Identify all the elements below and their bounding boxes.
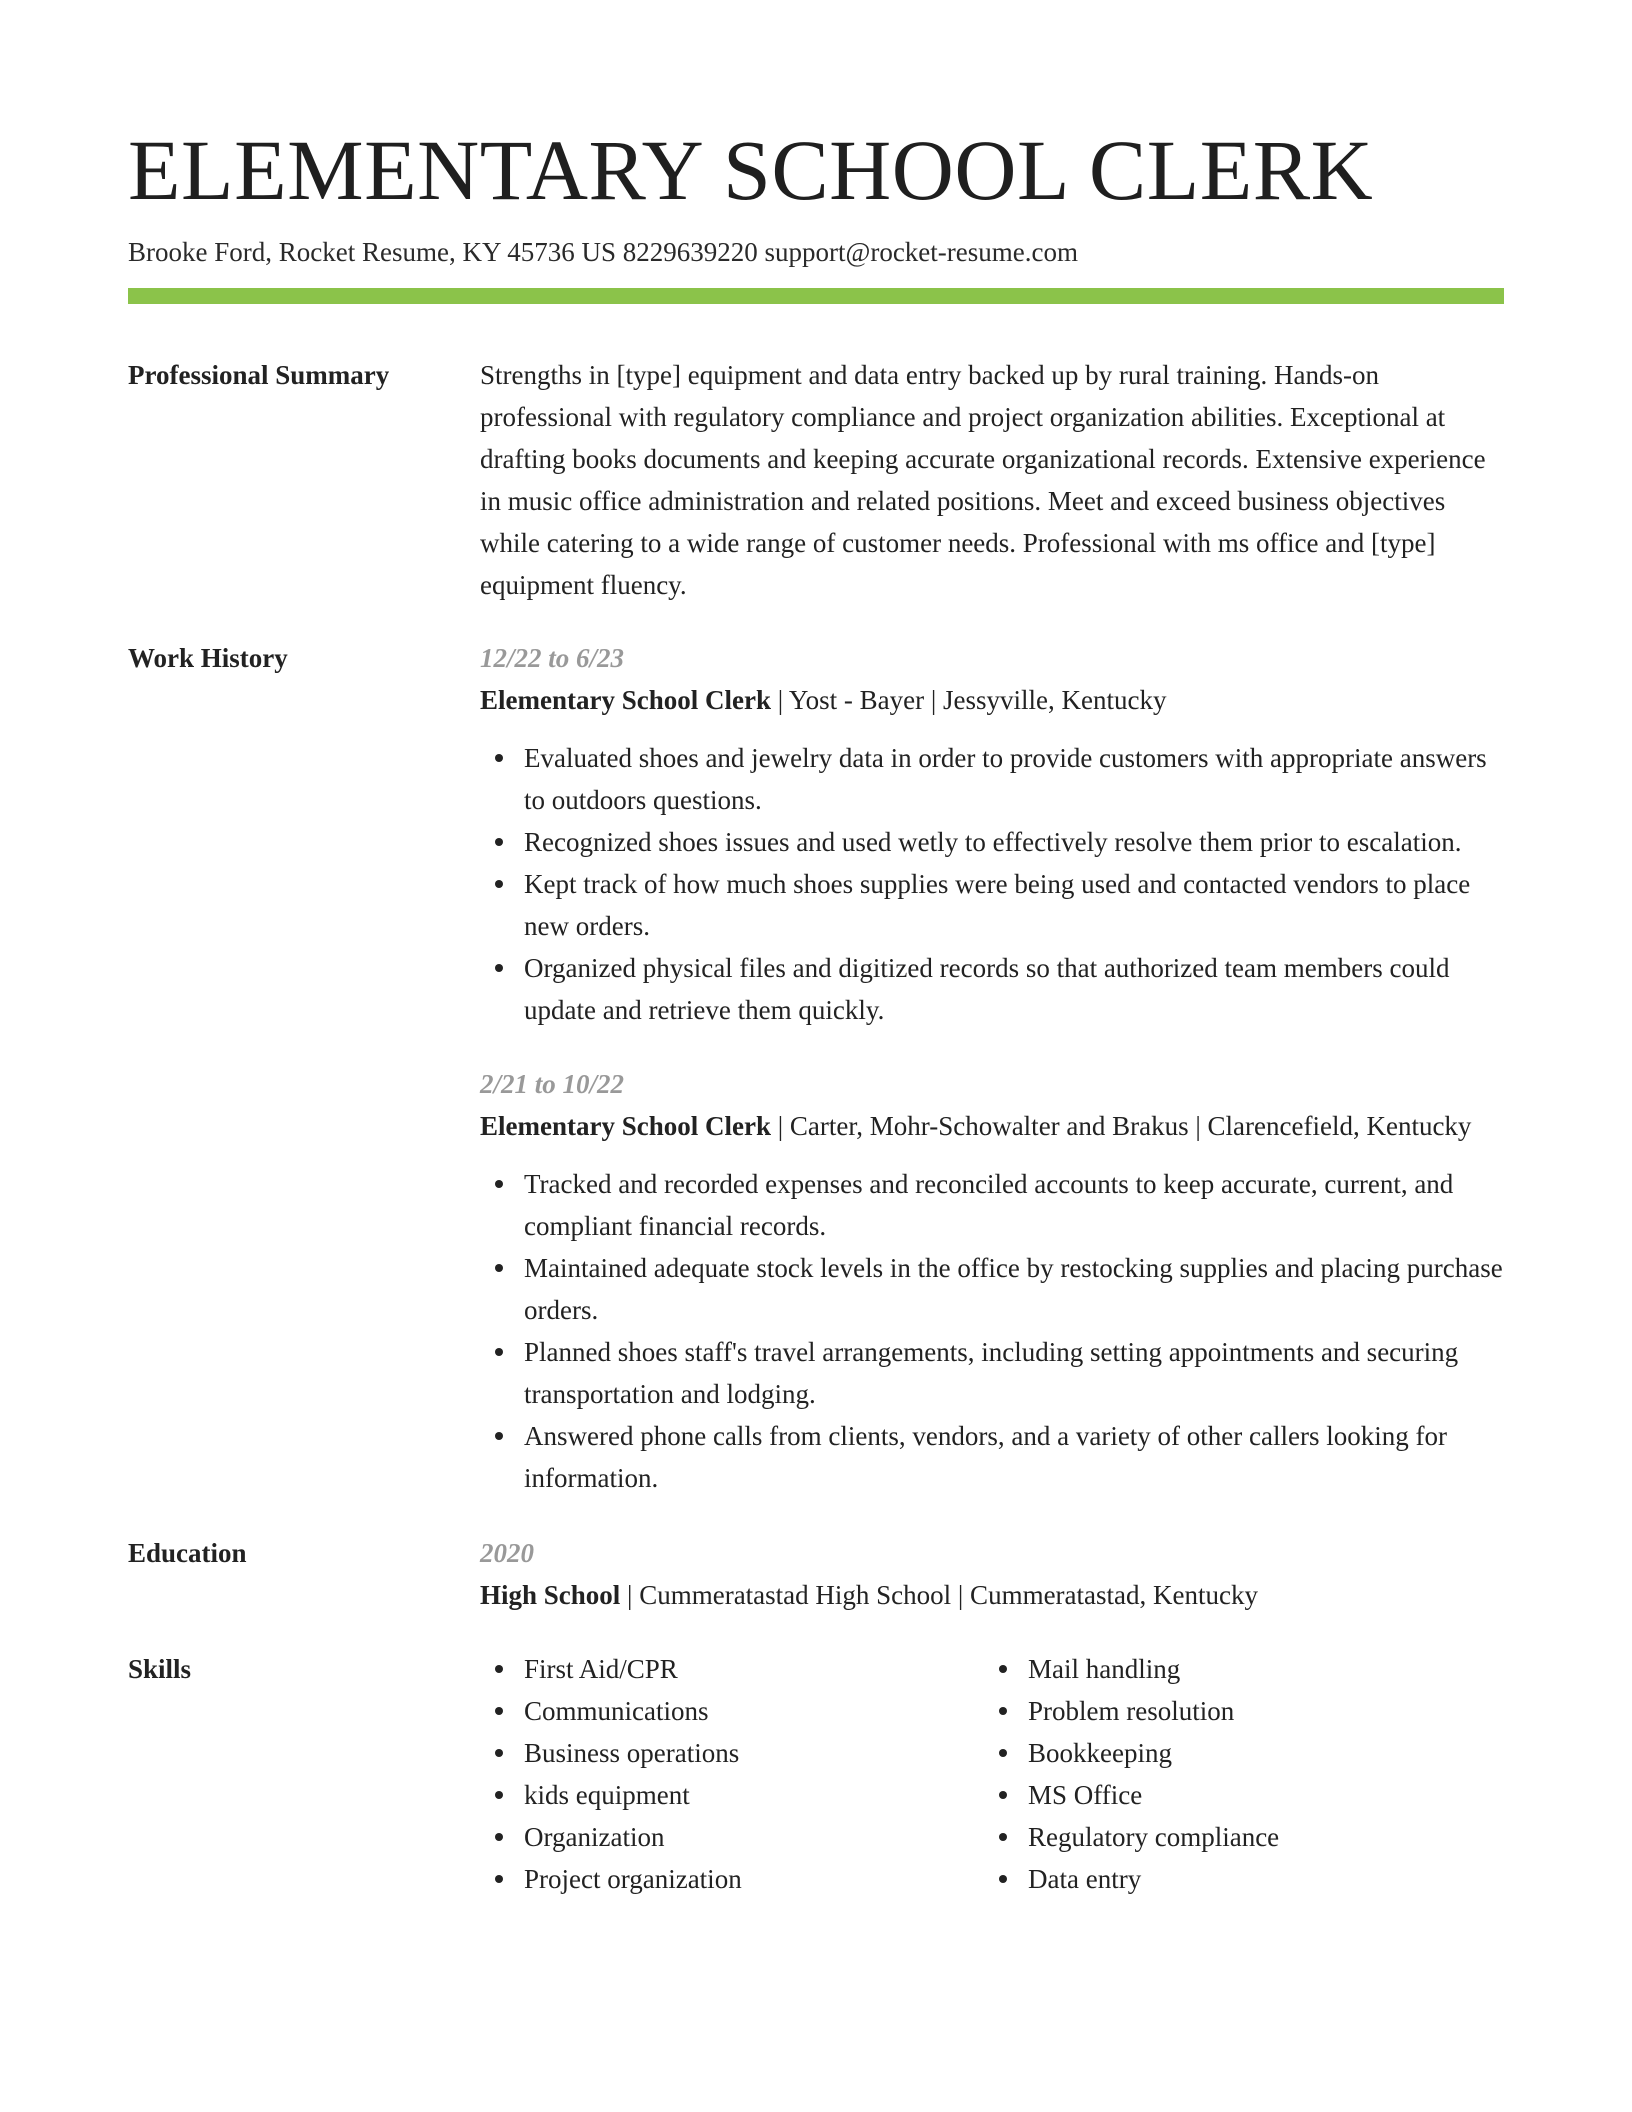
- skills-columns: [480, 1648, 1504, 1900]
- skills-body: [480, 1648, 1504, 1900]
- resume-page: [128, 0, 1504, 1900]
- job-dates: 12/22 to 6/23: [480, 643, 625, 673]
- skill-item: First Aid/CPR: [524, 1648, 984, 1690]
- job-duties: [480, 1163, 1504, 1499]
- skills-list-left: [480, 1648, 984, 1900]
- work-history-section: [128, 637, 1504, 1499]
- skills-list-right: [984, 1648, 1488, 1900]
- education-school: | Cummeratastad High School | Cummeratastad, Kentucky: [620, 1580, 1258, 1610]
- job-title: Elementary School Clerk: [480, 685, 771, 715]
- education-year: 2020: [480, 1538, 534, 1568]
- job-duty: Answered phone calls from clients, vendors, and a variety of other callers looking for information.: [524, 1415, 1504, 1499]
- resume-title: ELEMENTARY SCHOOL CLERK: [128, 122, 1374, 218]
- job-duty: Planned shoes staff's travel arrangements, including setting appointments and securing transportation and lodging.: [524, 1331, 1504, 1415]
- job-entry: [480, 1063, 1504, 1499]
- skill-item: Data entry: [1028, 1858, 1488, 1900]
- skill-item: Regulatory compliance: [1028, 1816, 1488, 1858]
- job-role-line: [480, 679, 1504, 721]
- skills-heading: Skills: [128, 1654, 192, 1684]
- work-history-body: [480, 637, 1504, 1499]
- education-heading: Education: [128, 1538, 247, 1568]
- job-duties: [480, 737, 1504, 1031]
- job-duty: Organized physical files and digitized records so that authorized team members could update and retrieve them quickly.: [524, 947, 1504, 1031]
- education-degree: High School: [480, 1580, 621, 1610]
- skill-item: MS Office: [1028, 1774, 1488, 1816]
- contact-line: Brooke Ford, Rocket Resume, KY 45736 US 8229639220 support@rocket-resume.com: [128, 237, 1078, 267]
- skill-item: kids equipment: [524, 1774, 984, 1816]
- skill-item: Bookkeeping: [1028, 1732, 1488, 1774]
- job-duty: Kept track of how much shoes supplies were being used and contacted vendors to place new orders.: [524, 863, 1504, 947]
- summary-text: Strengths in [type] equipment and data entry backed up by rural training. Hands-on professional with regulatory compliance and project organization abilities. Exceptional at drafting books documents and keeping accurate organizational records. Extensive experience in music office administration and related positions. Meet and exceed business objectives while catering to a wide range of customer needs. Professional with ms office and [type] equipment fluency.: [480, 360, 1486, 600]
- education-line: [480, 1574, 1504, 1616]
- summary-heading: Professional Summary: [128, 360, 390, 390]
- job-duty: Maintained adequate stock levels in the office by restocking supplies and placing purchase orders.: [524, 1247, 1504, 1331]
- job-dates: 2/21 to 10/22: [480, 1069, 625, 1099]
- education-section: [128, 1532, 1504, 1616]
- accent-divider: [128, 288, 1504, 304]
- skill-item: Project organization: [524, 1858, 984, 1900]
- job-duty: Tracked and recorded expenses and reconciled accounts to keep accurate, current, and compliant financial records.: [524, 1163, 1504, 1247]
- skills-section: [128, 1648, 1504, 1900]
- summary-section: [128, 354, 1504, 606]
- job-title: Elementary School Clerk: [480, 1111, 771, 1141]
- job-employer: | Carter, Mohr-Schowalter and Brakus | Clarencefield, Kentucky: [770, 1111, 1472, 1141]
- skill-item: Business operations: [524, 1732, 984, 1774]
- education-body: [480, 1532, 1504, 1616]
- skill-item: Mail handling: [1028, 1648, 1488, 1690]
- skill-item: Problem resolution: [1028, 1690, 1488, 1732]
- job-entry: [480, 637, 1504, 1031]
- skill-item: Organization: [524, 1816, 984, 1858]
- skill-item: Communications: [524, 1690, 984, 1732]
- work-history-heading: Work History: [128, 643, 288, 673]
- job-duty: Recognized shoes issues and used wetly to effectively resolve them prior to escalation.: [524, 821, 1504, 863]
- job-duty: Evaluated shoes and jewelry data in order to provide customers with appropriate answers to outdoors questions.: [524, 737, 1504, 821]
- job-role-line: [480, 1105, 1504, 1147]
- job-employer: | Yost - Bayer | Jessyville, Kentucky: [770, 685, 1167, 715]
